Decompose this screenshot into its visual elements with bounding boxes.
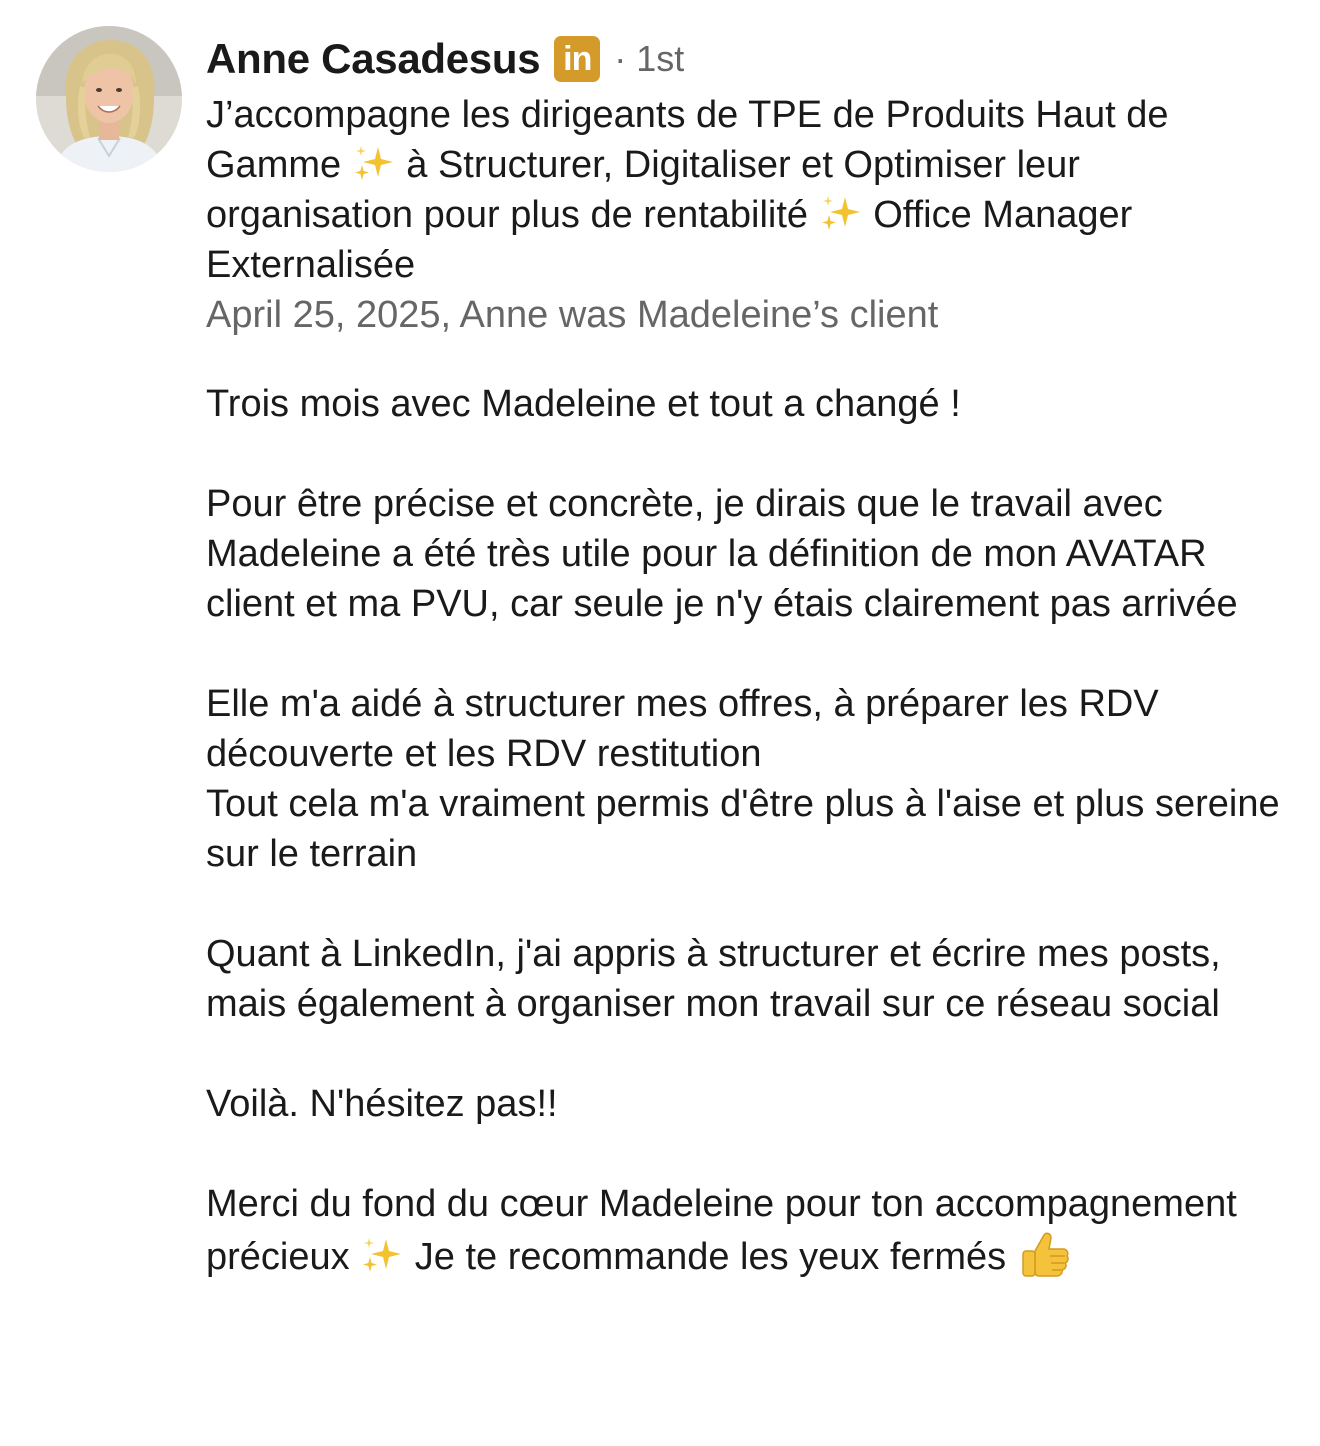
body-paragraph: Trois mois avec Madeleine et tout a changé ! <box>206 383 961 425</box>
author-headline <box>206 90 1296 290</box>
recommendation-meta: April 25, 2025, Anne was Madeleine’s client <box>206 294 939 336</box>
body-line: Merci du fond du cœur Madeleine pour ton accompagnement précieux <box>206 1183 1237 1278</box>
profile-photo-icon <box>36 26 182 172</box>
recommendation-content <box>206 28 1296 1282</box>
author-header <box>206 28 1296 90</box>
body-line: Elle m'a aidé à structurer mes offres, à préparer les RDV découverte et les RDV restitution <box>206 683 1159 775</box>
sparkles-icon <box>819 193 863 233</box>
headline-part-1: J’accompagne les dirigeants de TPE de Produits Haut de Gamme <box>206 94 1169 186</box>
body-line: Je te recommande les yeux fermés <box>414 1236 1007 1278</box>
thumbs-up-icon <box>1017 1229 1071 1279</box>
body-paragraph <box>206 1179 1296 1282</box>
headline-part-2: à Structurer, Digitaliser et Optimiser leur organisation pour plus de rentabilité <box>206 144 1080 236</box>
sparkles-icon <box>352 143 396 183</box>
body-paragraph <box>206 679 1296 879</box>
headline-part-3: Office Manager Externalisée <box>206 194 1133 286</box>
body-paragraph: Quant à LinkedIn, j'ai appris à structurer et écrire mes posts, mais également à organiser mon travail sur ce réseau social <box>206 933 1221 1025</box>
linkedin-icon: in <box>554 36 600 82</box>
author-name[interactable]: Anne Casadesus <box>206 35 541 82</box>
sparkles-icon <box>360 1235 404 1275</box>
connection-degree: · 1st <box>614 38 685 79</box>
body-paragraph: Voilà. N'hésitez pas!! <box>206 1083 558 1125</box>
body-paragraph: Pour être précise et concrète, je dirais que le travail avec Madeleine a été très utile pour la définition de mon AVATAR client et ma PVU, car seule je n'y étais clairement pas arrivée <box>206 483 1238 625</box>
body-line: Tout cela m'a vraiment permis d'être plus à l'aise et plus sereine sur le terrain <box>206 783 1280 875</box>
recommendation-text <box>206 379 1296 1282</box>
author-avatar[interactable] <box>36 26 182 172</box>
